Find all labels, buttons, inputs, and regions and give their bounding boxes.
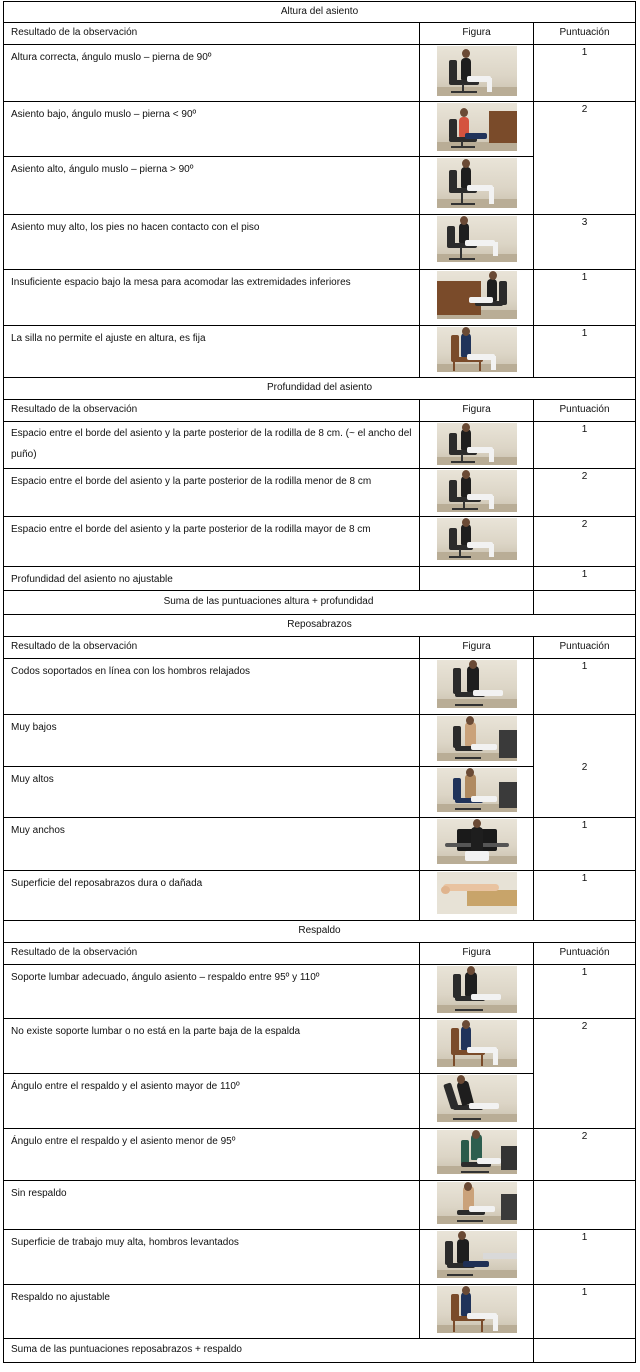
score-cell: 1 xyxy=(534,567,636,591)
observation-cell: Soporte lumbar adecuado, ángulo asiento – respaldo entre 95º y 110º xyxy=(4,965,420,1019)
observation-cell: Sin respaldo xyxy=(4,1181,420,1230)
score-cell xyxy=(534,1181,636,1230)
score-cell: 1 xyxy=(534,326,636,378)
column-header-score: Puntuación xyxy=(534,400,636,422)
score-cell: 2 xyxy=(534,469,636,517)
score-cell: 3 xyxy=(534,215,636,270)
backrest-upright-photo xyxy=(437,1130,517,1174)
score-cell: 1 xyxy=(534,1230,636,1285)
observation-cell: Insuficiente espacio bajo la mesa para acomodar las extremidades inferiores xyxy=(4,270,420,326)
figure-cell xyxy=(420,965,534,1019)
seat-depth-correct-photo xyxy=(437,423,517,465)
section-title-seat-height: Altura del asiento xyxy=(4,2,636,23)
seat-depth-short-photo xyxy=(437,470,517,512)
low-seat-photo xyxy=(437,103,517,151)
observation-cell: Muy bajos xyxy=(4,715,420,767)
score-cell: 1 xyxy=(534,871,636,921)
score-cell: 2 xyxy=(534,1019,636,1129)
no-backrest-photo xyxy=(437,1182,517,1224)
column-header-score: Puntuación xyxy=(534,637,636,659)
observation-cell: Codos soportados en línea con los hombros relajados xyxy=(4,659,420,715)
figure-cell xyxy=(420,567,534,591)
section-title-armrests: Reposabrazos xyxy=(4,615,636,637)
column-header-observation: Resultado de la observación xyxy=(4,400,420,422)
score-cell: 1 xyxy=(534,45,636,102)
observation-cell: Profundidad del asiento no ajustable xyxy=(4,567,420,591)
seated-posture-photo xyxy=(437,46,517,96)
observation-cell: Altura correcta, ángulo muslo – pierna de 90º xyxy=(4,45,420,102)
observation-cell: Ángulo entre el respaldo y el asiento menor de 95º xyxy=(4,1129,420,1181)
non-adjustable-backrest-photo xyxy=(437,1286,517,1333)
observation-cell: Asiento alto, ángulo muslo – pierna > 90º xyxy=(4,157,420,215)
score-cell: 2 xyxy=(534,517,636,567)
figure-cell xyxy=(420,102,534,157)
score-cell: 1 xyxy=(534,1285,636,1339)
figure-cell xyxy=(420,45,534,102)
figure-cell xyxy=(420,767,534,818)
sum-label-height-depth: Suma de las puntuaciones altura + profundidad xyxy=(4,591,534,615)
column-header-observation: Resultado de la observación xyxy=(4,943,420,965)
figure-cell xyxy=(420,1129,534,1181)
armrest-low-photo xyxy=(437,716,517,761)
figure-cell xyxy=(420,469,534,517)
observation-cell: Espacio entre el borde del asiento y la parte posterior de la rodilla de 8 cm. (~ el ancho del puño) xyxy=(4,422,420,469)
score-cell: 1 xyxy=(534,270,636,326)
figure-cell xyxy=(420,1285,534,1339)
column-header-observation: Resultado de la observación xyxy=(4,637,420,659)
score-cell: 1 xyxy=(534,659,636,715)
backrest-reclined-photo xyxy=(437,1075,517,1122)
armrest-hard-surface-photo xyxy=(437,872,517,914)
figure-cell xyxy=(420,1230,534,1285)
figure-cell xyxy=(420,659,534,715)
rosa-chair-table xyxy=(3,1,636,1363)
section-title-seat-depth: Profundidad del asiento xyxy=(4,378,636,400)
figure-cell xyxy=(420,1019,534,1074)
observation-cell: Espacio entre el borde del asiento y la parte posterior de la rodilla mayor de 8 cm xyxy=(4,517,420,567)
score-cell: 1 xyxy=(534,965,636,1019)
sum-value-cell xyxy=(534,1339,636,1363)
column-header-figure: Figura xyxy=(420,400,534,422)
score-cell: 2 xyxy=(534,102,636,215)
observation-cell: No existe soporte lumbar o no está en la parte baja de la espalda xyxy=(4,1019,420,1074)
observation-cell: Respaldo no ajustable xyxy=(4,1285,420,1339)
column-header-figure: Figura xyxy=(420,943,534,965)
column-header-figure: Figura xyxy=(420,23,534,45)
observation-cell: La silla no permite el ajuste en altura, es fija xyxy=(4,326,420,378)
figure-cell xyxy=(420,326,534,378)
observation-cell: Asiento bajo, ángulo muslo – pierna < 90º xyxy=(4,102,420,157)
score-cell: 1 xyxy=(534,422,636,469)
figure-cell xyxy=(420,215,534,270)
armrest-correct-photo xyxy=(437,660,517,708)
armrest-high-photo xyxy=(437,768,517,812)
armrest-wide-photo xyxy=(437,819,517,864)
observation-cell: Muy altos xyxy=(4,767,420,818)
observation-cell: Espacio entre el borde del asiento y la parte posterior de la rodilla menor de 8 cm xyxy=(4,469,420,517)
under-desk-photo xyxy=(437,271,517,319)
figure-cell xyxy=(420,1181,534,1230)
figure-cell xyxy=(420,1074,534,1129)
score-cell: 1 xyxy=(534,818,636,871)
no-lumbar-support-photo xyxy=(437,1020,517,1067)
seat-depth-long-photo xyxy=(437,518,517,560)
figure-cell xyxy=(420,157,534,215)
observation-cell: Superficie de trabajo muy alta, hombros levantados xyxy=(4,1230,420,1285)
score-cell: 2 xyxy=(534,1129,636,1181)
observation-cell: Ángulo entre el respaldo y el asiento mayor de 110º xyxy=(4,1074,420,1129)
observation-cell: Superficie del reposabrazos dura o dañada xyxy=(4,871,420,921)
column-header-score: Puntuación xyxy=(534,943,636,965)
very-high-seat-photo xyxy=(437,216,517,262)
figure-cell xyxy=(420,270,534,326)
figure-cell xyxy=(420,422,534,469)
figure-cell xyxy=(420,715,534,767)
sum-value-cell xyxy=(534,591,636,615)
sum-label-armrests-backrest: Suma de las puntuaciones reposabrazos + respaldo xyxy=(4,1339,534,1363)
figure-cell xyxy=(420,517,534,567)
column-header-score: Puntuación xyxy=(534,23,636,45)
column-header-observation: Resultado de la observación xyxy=(4,23,420,45)
high-work-surface-photo xyxy=(437,1231,517,1278)
high-seat-photo xyxy=(437,158,517,208)
score-cell: 2 xyxy=(534,715,636,818)
figure-cell xyxy=(420,818,534,871)
observation-cell: Muy anchos xyxy=(4,818,420,871)
backrest-correct-photo xyxy=(437,966,517,1013)
column-header-figure: Figura xyxy=(420,637,534,659)
fixed-chair-photo xyxy=(437,327,517,372)
observation-cell: Asiento muy alto, los pies no hacen contacto con el piso xyxy=(4,215,420,270)
figure-cell xyxy=(420,871,534,921)
section-title-backrest: Respaldo xyxy=(4,921,636,943)
